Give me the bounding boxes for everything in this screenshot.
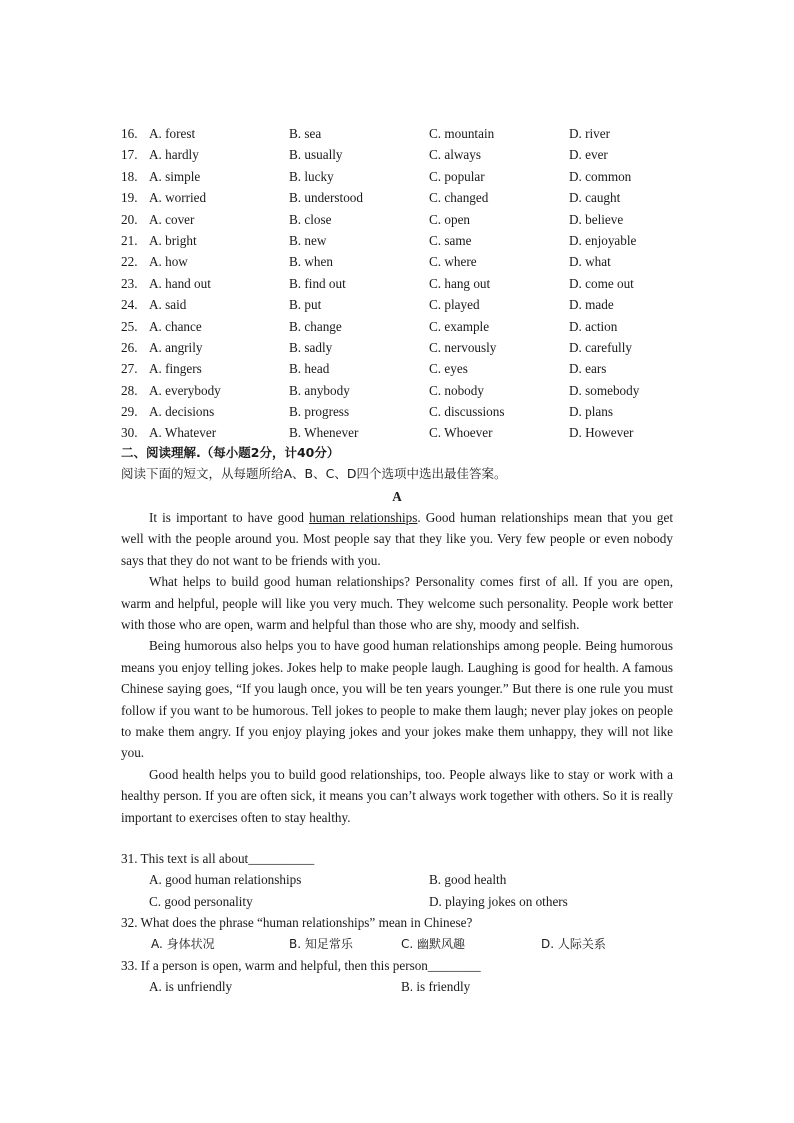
- question-number: 17.: [121, 147, 138, 163]
- option-b: B. close: [289, 211, 332, 227]
- option-c: C. eyes: [429, 361, 468, 377]
- option-row: [121, 144, 681, 165]
- option-a: A. hardly: [149, 147, 199, 163]
- reading-passage: [121, 507, 673, 828]
- option-row: [121, 123, 681, 144]
- option-a: A. angrily: [149, 339, 203, 355]
- section-instruction: 阅读下面的短文，从每题所给A、B、C、D四个选项中选出最佳答案。: [121, 466, 507, 481]
- option-b: B. usually: [289, 147, 343, 163]
- option-d: D. 人际关系: [541, 936, 606, 951]
- option-b: B. understood: [289, 190, 363, 206]
- question-number: 27.: [121, 361, 138, 377]
- option-a: A. how: [149, 254, 188, 270]
- paragraph-1-start: It is important to have good: [149, 510, 310, 525]
- question-number: 22.: [121, 254, 138, 270]
- option-row: [121, 294, 681, 315]
- option-a: A. good human relationships: [149, 872, 302, 888]
- option-c: C. where: [429, 254, 477, 270]
- question-number: 20.: [121, 211, 138, 227]
- option-b: B. Whenever: [289, 425, 359, 441]
- option-row: [121, 401, 681, 422]
- option-b: B. head: [289, 361, 330, 377]
- option-c: C. mountain: [429, 126, 495, 141]
- option-row: [121, 166, 681, 187]
- option-d: D. playing jokes on others: [429, 893, 568, 909]
- question-33-stem: 33. If a person is open, warm and helpful, then this person________: [121, 957, 481, 973]
- question-32-stem: 32. What does the phrase “human relationships” mean in Chinese?: [121, 915, 473, 931]
- option-a: A. bright: [149, 232, 197, 248]
- paragraph-1: [121, 507, 673, 571]
- question-31-options-row-1: [121, 869, 681, 890]
- option-b: B. sadly: [289, 339, 333, 355]
- option-d: D. come out: [569, 275, 634, 291]
- paragraph-2: What helps to build good human relationships? Personality comes first of all. If you are open, warm and helpful, people will like you very much. They welcome such personality. People work better with those who are open, warm and helpful than those who are shy, moody and selfish.: [121, 574, 673, 633]
- option-a: A. worried: [149, 190, 207, 206]
- option-d: D. enjoyable: [569, 232, 637, 248]
- option-a: A. is unfriendly: [149, 979, 233, 995]
- option-b: B. is friendly: [401, 979, 471, 995]
- question-number: 19.: [121, 190, 138, 206]
- option-b: B. anybody: [289, 382, 350, 398]
- option-d: D. plans: [569, 404, 613, 420]
- question-31-options-row-2: [121, 891, 681, 912]
- option-d: D. believe: [569, 211, 624, 227]
- question-number: 24.: [121, 297, 138, 313]
- option-b: B. when: [289, 254, 333, 270]
- option-row: [121, 187, 681, 208]
- question-31-stem: 31. This text is all about__________: [121, 851, 315, 866]
- option-c: C. always: [429, 147, 482, 163]
- option-b: B. 知足常乐: [289, 936, 353, 951]
- option-b: B. put: [289, 297, 322, 313]
- option-c: C. nobody: [429, 382, 484, 398]
- option-a: A. forest: [149, 126, 196, 141]
- option-c: C. hang out: [429, 275, 491, 291]
- question-number: 18.: [121, 168, 138, 184]
- option-a: A. hand out: [149, 275, 211, 291]
- passage-label: A: [392, 489, 402, 504]
- option-a: A. 身体状况: [151, 936, 215, 951]
- question-number: 28.: [121, 382, 138, 398]
- option-a: A. everybody: [149, 382, 221, 398]
- option-b: B. find out: [289, 275, 346, 291]
- cloze-options-list: [121, 123, 681, 444]
- option-row: [121, 209, 681, 230]
- option-c: C. discussions: [429, 404, 505, 420]
- paragraph-4: Good health helps you to build good relationships, too. People always like to stay or work with a healthy person. If you are often sick, it means you can’t always work together with others. So it is really important to exercises often to stay healthy.: [121, 766, 673, 825]
- option-c: C. same: [429, 232, 472, 248]
- option-row: [121, 380, 681, 401]
- option-d: D. caught: [569, 190, 621, 206]
- option-d: D. common: [569, 168, 632, 184]
- question-number: 30.: [121, 425, 138, 441]
- option-a: A. fingers: [149, 361, 202, 377]
- option-d: D. action: [569, 318, 618, 334]
- question-33-options-row: [121, 976, 681, 997]
- option-row: [121, 273, 681, 294]
- option-c: C. Whoever: [429, 425, 493, 441]
- option-b: B. good health: [429, 872, 507, 888]
- option-c: C. changed: [429, 190, 489, 206]
- option-row: [121, 337, 681, 358]
- option-c: C. nervously: [429, 339, 497, 355]
- option-row: [121, 358, 681, 379]
- option-c: C. example: [429, 318, 490, 334]
- option-c: C. popular: [429, 168, 485, 184]
- paragraph-1-rest: . Good human relationships mean that you get well with the people around you. Most people say that they like you. Very few people or even nobody says that they do not want to be friends with you.: [121, 510, 673, 568]
- underlined-phrase: human relationships: [309, 510, 418, 525]
- option-c: C. 幽默风趣: [401, 936, 466, 951]
- option-d: D. what: [569, 254, 611, 270]
- option-d: D. ears: [569, 361, 607, 377]
- option-b: B. progress: [289, 404, 350, 420]
- option-d: D. somebody: [569, 382, 640, 398]
- questions-list: [121, 848, 681, 998]
- option-a: A. cover: [149, 211, 195, 227]
- question-number: 16.: [121, 126, 138, 141]
- option-c: C. played: [429, 297, 480, 313]
- question-number: 23.: [121, 275, 138, 291]
- option-a: A. said: [149, 297, 187, 313]
- option-d: D. made: [569, 297, 614, 313]
- option-d: D. However: [569, 425, 634, 441]
- option-b: B. lucky: [289, 168, 334, 184]
- option-b: B. change: [289, 318, 342, 334]
- question-number: 29.: [121, 404, 138, 420]
- section-title: 二、阅读理解.（每小题2分，计40分）: [121, 445, 340, 460]
- question-number: 21.: [121, 232, 138, 248]
- option-d: D. ever: [569, 147, 608, 163]
- option-a: A. chance: [149, 318, 202, 334]
- option-d: D. carefully: [569, 339, 632, 355]
- option-a: A. decisions: [149, 404, 215, 420]
- option-a: A. Whatever: [149, 425, 217, 441]
- option-c: C. good personality: [149, 893, 253, 909]
- option-a: A. simple: [149, 168, 201, 184]
- question-number: 25.: [121, 318, 138, 334]
- option-b: B. sea: [289, 126, 322, 141]
- option-row: [121, 230, 681, 251]
- option-row: [121, 422, 681, 443]
- question-32-options-row: [121, 934, 681, 955]
- paragraph-3: Being humorous also helps you to have good human relationships among people. Being humorous means you enjoy telling jokes. Jokes help to make people laugh. Laughing is good for health. A famous Chinese saying goes, “If you laugh once, you will be ten years younger.” But there is one rule you must follow if you want to be humorous. Tell jokes to people to make them laugh; never play jokes on people to make them angry. If you enjoy playing jokes and your jokes make them unhappy, they will not like you.: [121, 638, 673, 761]
- question-number: 26.: [121, 339, 138, 355]
- option-row: [121, 316, 681, 337]
- option-c: C. open: [429, 211, 471, 227]
- option-d: D. river: [569, 126, 611, 141]
- option-row: [121, 251, 681, 272]
- option-b: B. new: [289, 232, 327, 248]
